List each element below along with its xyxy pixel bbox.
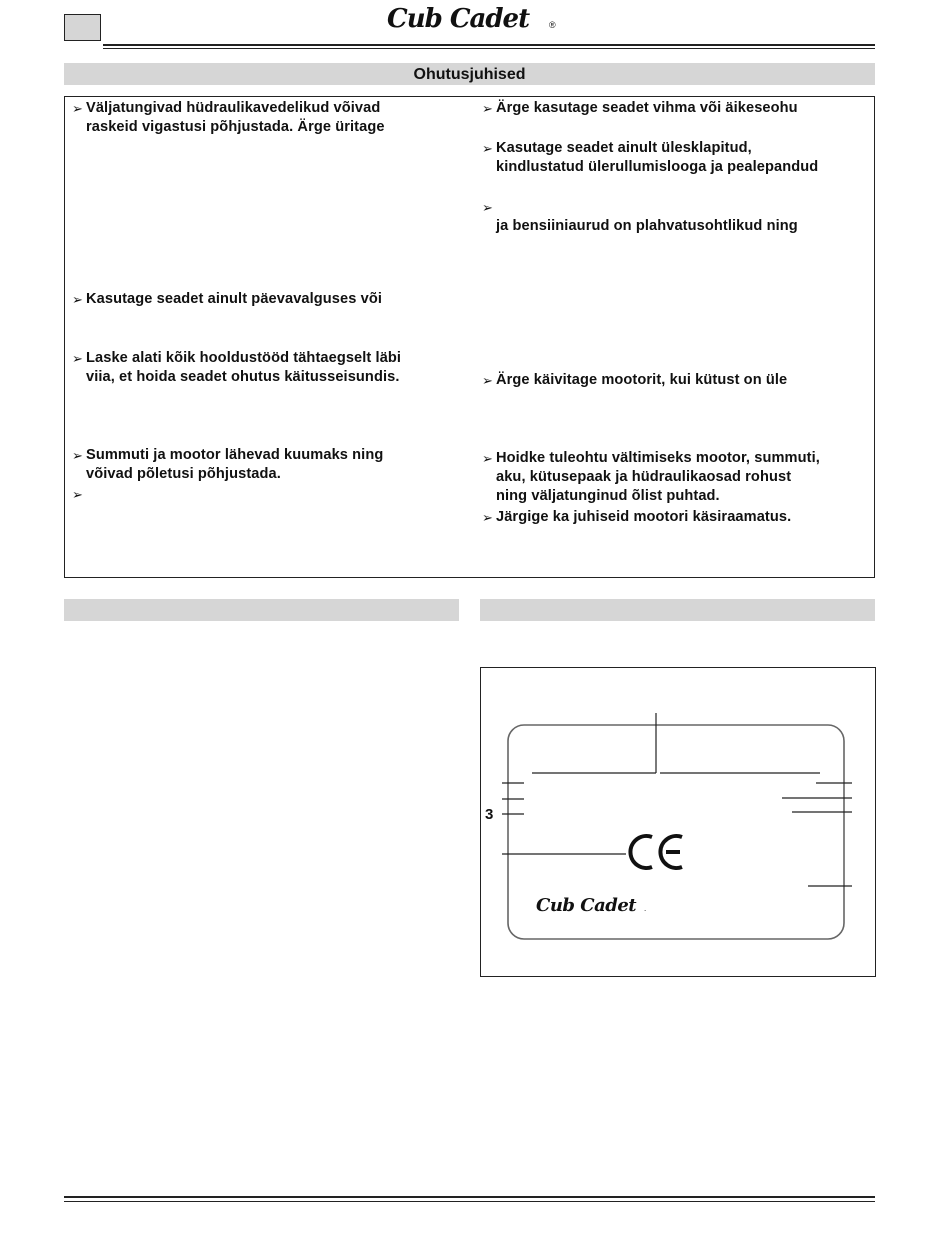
safety-item — [72, 349, 462, 387]
safety-item — [72, 446, 462, 484]
safety-item-text: Järgige ka juhiseid mootori käsiraamatus. — [496, 509, 792, 525]
right-section-header — [480, 599, 875, 621]
callout-number-label: 3 — [485, 806, 494, 823]
safety-item — [482, 198, 872, 236]
bullet-arrow-icon: ➢ — [482, 510, 493, 525]
safety-item — [72, 290, 462, 309]
svg-text:Cub Cadet: Cub Cadet — [387, 4, 530, 34]
safety-item-text: Ärge kasutage seadet vihma või äikeseohu — [496, 100, 798, 116]
safety-item — [482, 449, 874, 506]
safety-item — [72, 99, 462, 137]
safety-item — [482, 371, 872, 390]
page-number-box — [64, 14, 101, 41]
bullet-arrow-icon: ➢ — [482, 451, 493, 466]
safety-item-text: Kasutage seadet ainult päevavalguses või — [86, 291, 382, 307]
header-rule-thick — [103, 44, 875, 46]
bullet-arrow-icon: ➢ — [482, 200, 493, 215]
header-rule-thin — [103, 48, 875, 49]
safety-section-title: Ohutusjuhised — [64, 63, 875, 85]
bullet-arrow-icon: ➢ — [72, 351, 83, 366]
footer-rule-thick — [64, 1196, 875, 1198]
safety-item — [482, 99, 872, 118]
safety-item-text: Ärge käivitage mootorit, kui kütust on üle — [496, 372, 788, 388]
bullet-arrow-icon: ➢ — [72, 101, 83, 116]
safety-item-text: Summuti ja mootor lähevad kuumaks ning võivad põletusi põhjustada. — [86, 447, 384, 482]
rating-plate-diagram — [480, 667, 876, 977]
bullet-arrow-icon: ➢ — [482, 101, 493, 116]
svg-text:®: ® — [549, 20, 556, 30]
bullet-arrow-icon: ➢ — [72, 487, 83, 502]
cub-cadet-logo — [383, 0, 563, 34]
bullet-arrow-icon: ➢ — [482, 141, 493, 156]
safety-item-text: Laske alati kõik hooldustööd tähtaegselt läbi viia, et hoida seadet ohutus käitusseisundis. — [86, 350, 402, 385]
safety-item-text: ja bensiiniaurud on plahvatusohtlikud ning — [496, 218, 798, 234]
safety-item-text: Väljatungivad hüdraulikavedelikud võivad raskeid vigastusi põhjustada. Ärge üritage — [86, 100, 385, 135]
left-section-header — [64, 599, 459, 621]
bullet-arrow-icon: ➢ — [72, 448, 83, 463]
safety-item — [482, 139, 874, 177]
footer-rule-thin — [64, 1201, 875, 1202]
plate-brand-logo: Cub Cadet — [536, 895, 637, 916]
safety-item-text: Kasutage seadet ainult ülesklapitud, kindlustatud ülerullumislooga ja pealepandud — [496, 140, 819, 175]
bullet-arrow-icon: ➢ — [72, 292, 83, 307]
plate-registered-mark: . — [644, 904, 647, 913]
ce-mark-icon — [630, 836, 682, 868]
safety-item — [482, 508, 872, 527]
bullet-arrow-icon: ➢ — [482, 373, 493, 388]
safety-item-text: Hoidke tuleohtu vältimiseks mootor, summuti, aku, kütusepaak ja hüdraulikaosad rohust ning väljatunginud õlist puhtad. — [496, 450, 820, 504]
